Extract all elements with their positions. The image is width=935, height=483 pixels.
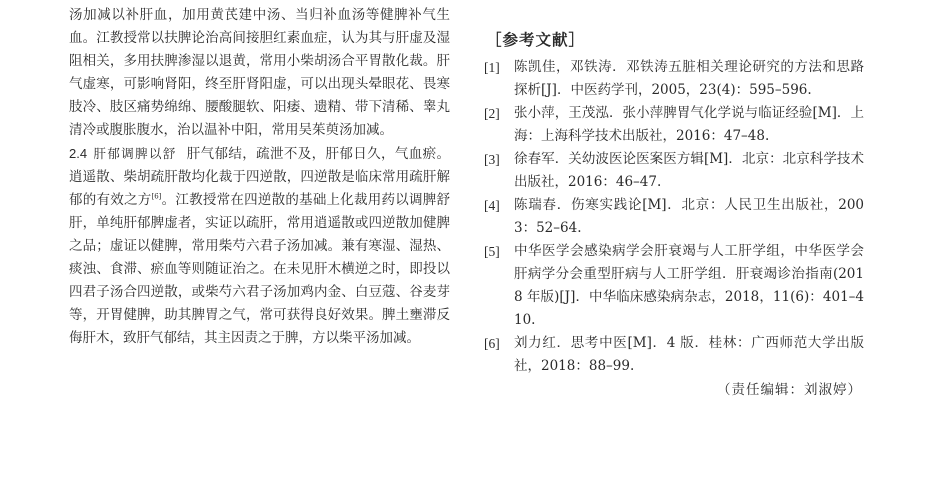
reference-number: [2] xyxy=(484,106,500,121)
paragraph-section-2-4 xyxy=(69,142,450,350)
section-number: 2.4 xyxy=(69,146,88,161)
section-body-part2: 。江教授常在四逆散的基础上化裁用药以调脾舒肝，单纯肝郁脾虚者，实证以疏肝，常用逍遥散或四逆散加健脾之品；虚证以健脾，常用柴芍六君子汤加减。兼有寒湿、湿热、痰浊、食滞、瘀血等则随证治之。在未见肝木横逆之时，即投以四君子汤合四逆散，或柴芍六君子汤加鸡内金、白豆蔻、谷麦芽等，开胃健脾，助其脾胃之气，常可获得良好效果。脾土壅滞反侮肝木，致肝气郁结，其主因责之于脾，方以柴平汤加减。 xyxy=(69,192,451,346)
reference-text: 张小萍，王茂泓．张小萍脾胃气化学说与临证经验[M]．上海：上海科学技术出版社，2016：47–48. xyxy=(514,105,864,144)
reference-text: 徐春军．关幼波医论医案医方辑[M]．北京：北京科学技术出版社，2016：46–47. xyxy=(514,151,864,190)
reference-text: 中华医学会感染病学会肝衰竭与人工肝学组，中华医学会肝病学分会重型肝病与人工肝学组．肝衰竭诊治指南(2018 年版)[J]．中华临床感染病杂志，2018，11(6)：401–410. xyxy=(514,243,864,328)
reference-number: [4] xyxy=(484,198,500,213)
reference-text: 刘力红．思考中医[M]．4 版．桂林：广西师范大学出版社，2018：88–99. xyxy=(514,335,864,374)
section-body-part1: 肝气郁结，疏泄不及，肝郁日久，气血瘀。逍遥散、柴胡疏肝散均化裁于四逆散，四逆散是临床常用疏肝解郁的有效之方 xyxy=(69,146,450,208)
references-heading: ［参考文献］ xyxy=(486,30,586,49)
citation-marker[interactable]: [6] xyxy=(151,192,162,201)
reference-text: 陈凯佳，邓铁涛．邓铁涛五脏相关理论研究的方法和思路探析[J]．中医药学刊，2005，23(4)：595–596. xyxy=(514,59,864,98)
reference-number: [6] xyxy=(484,336,500,351)
reference-item xyxy=(484,148,864,194)
editor-credit: （责任编辑：刘淑婷） xyxy=(717,382,862,398)
paragraph-liver-deficiency: 汤加减以补肝血，加用黄芪建中汤、当归补血汤等健脾补气生血。江教授常以扶脾论治高间接胆红素血症，认为其与肝虚及湿阻相关，多用扶脾渗湿以退黄，常用小柴胡汤合平胃散化裁。肝气虚寒，可影响肾阳，终至肝肾阳虚，可以出现头晕眼花、畏寒肢冷、肢区痛势绵绵、腰酸腿软、阳痿、遗精、带下清稀、睾丸清冷或腹胀腹水，治以温补中阳，常用吴茱萸汤加减。 xyxy=(69,7,450,138)
reference-number: [1] xyxy=(484,60,500,75)
reference-list xyxy=(484,56,864,378)
reference-text: 陈瑞春．伤寒实践论[M]．北京：人民卫生出版社，2003：52–64. xyxy=(514,197,864,236)
reference-number: [5] xyxy=(484,244,500,259)
body-text-column xyxy=(69,4,450,350)
reference-item xyxy=(484,56,864,102)
reference-item xyxy=(484,240,864,332)
reference-number: [3] xyxy=(484,152,500,167)
reference-item xyxy=(484,102,864,148)
reference-item xyxy=(484,194,864,240)
section-title: 肝郁调脾以舒 xyxy=(93,146,177,161)
reference-item xyxy=(484,332,864,378)
references-column xyxy=(484,28,864,402)
